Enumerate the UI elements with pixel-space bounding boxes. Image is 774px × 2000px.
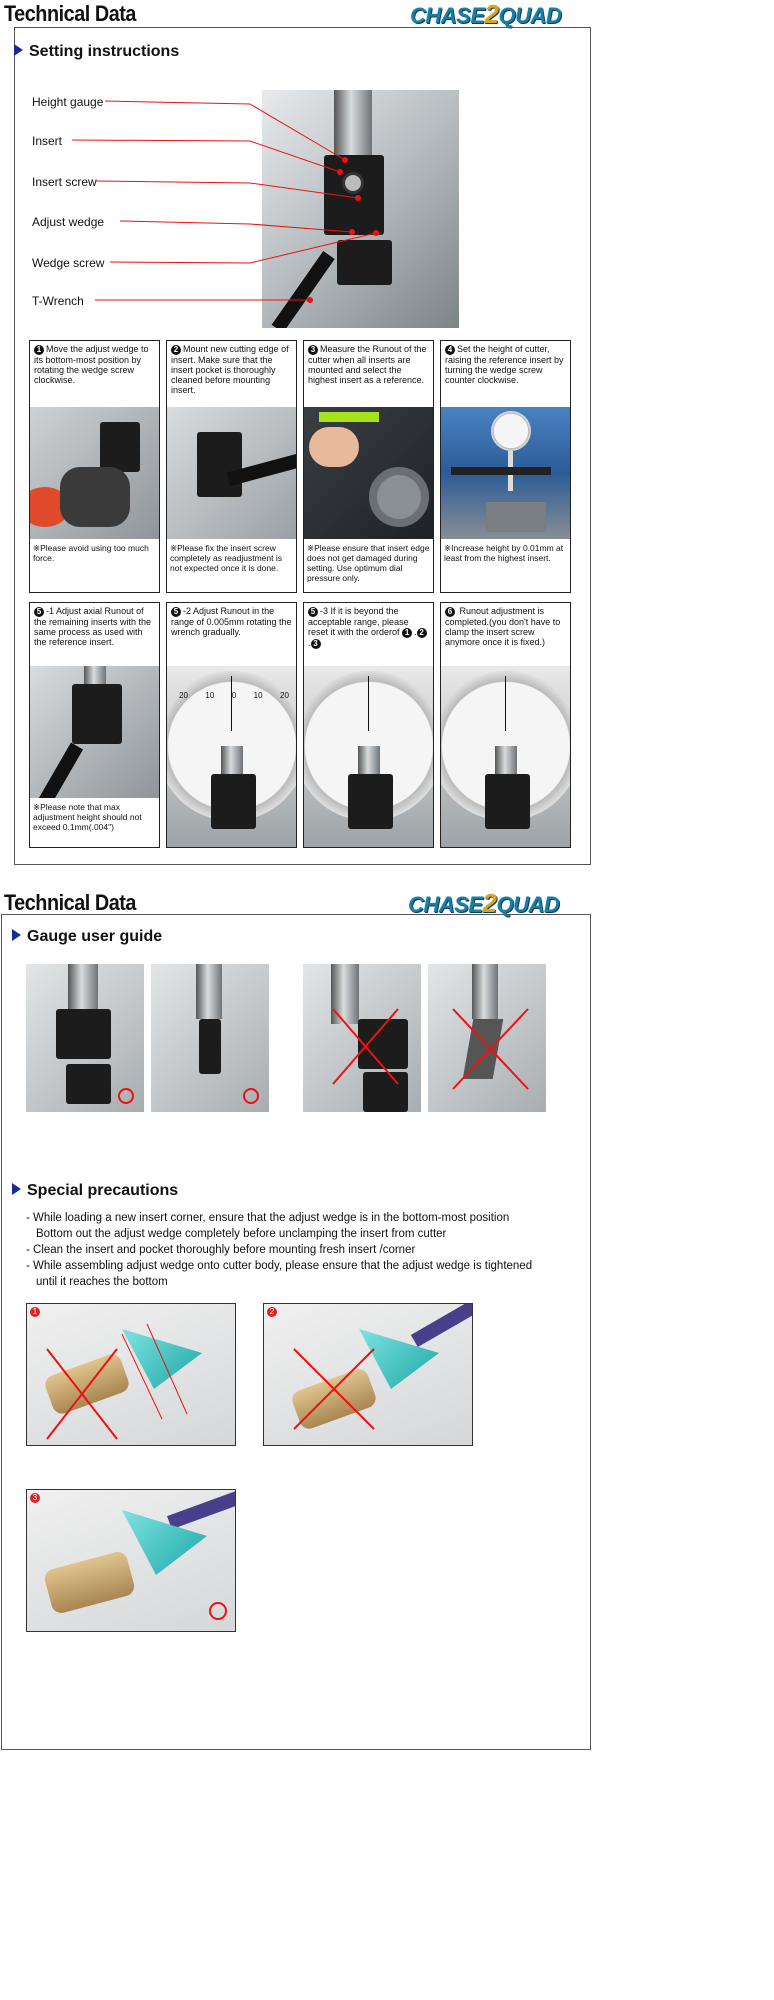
logo-text-left: CHASE — [408, 892, 483, 917]
order-number: 3 — [311, 639, 321, 649]
step-sub: -2 — [183, 606, 192, 616]
step-5-2-text — [167, 603, 296, 637]
triangle-bullet-icon — [12, 1183, 21, 1195]
logo-text-left: CHASE — [410, 3, 485, 28]
label-t-wrench: T-Wrench — [32, 294, 84, 308]
step-text: Adjust axial Runout of the remaining inserts with the same process as used with the reference insert. — [34, 606, 152, 647]
page1-title: Technical Data — [4, 1, 136, 26]
gauge-user-guide-heading — [12, 928, 162, 946]
gauge-arm-icon — [451, 467, 551, 475]
section-title: Special precautions — [27, 1182, 179, 1199]
leader-lines — [0, 0, 774, 340]
step-text: Move the adjust wedge to its bottom-most position by rotating the wedge screw clockwise. — [34, 344, 149, 385]
gauge-wrong-photo-2 — [428, 964, 546, 1112]
dial-tick: 10 — [205, 691, 215, 700]
step-text: If it is beyond the acceptable range, please reset it with the orderof — [308, 606, 409, 637]
red-x-icon — [428, 964, 546, 1112]
gauge-correct-photo-2 — [151, 964, 269, 1112]
dial-tick: 20 — [280, 691, 289, 700]
dial-needle-icon — [505, 676, 506, 731]
gauge-shaft — [358, 746, 380, 776]
precaution-line-4: - While assembling adjust wedge onto cutter body, please ensure that the adjust wedge is tightened — [26, 1260, 533, 1272]
step-2-photo — [167, 407, 297, 539]
figure-number: 2 — [267, 1307, 277, 1317]
step-number: 1 — [34, 345, 44, 355]
step-3-note: ※Please ensure that insert edge does not get damaged during setting. Use optimum dial pressure only. — [307, 543, 430, 583]
step-number: 3 — [308, 345, 318, 355]
step-4-card — [440, 340, 571, 593]
label-height-gauge: Height gauge — [32, 95, 104, 109]
gauge-wrong-photo-1 — [303, 964, 421, 1112]
step-2-note: ※Please fix the insert screw completely as readjustment is not expected once it is done. — [170, 543, 282, 573]
step-sub: -1 — [46, 606, 55, 616]
order-number: 1 — [402, 628, 412, 638]
red-x-icon — [27, 1304, 236, 1446]
precaution-line-5: until it reaches the bottom — [36, 1276, 168, 1288]
gauge-shaft — [495, 746, 517, 776]
step-number: 5 — [34, 607, 44, 617]
insert-block — [72, 684, 122, 744]
red-x-icon — [303, 964, 421, 1112]
triangle-bullet-icon — [12, 929, 21, 941]
insert-block — [56, 1009, 111, 1059]
gauge-shaft — [68, 964, 98, 1009]
step-5-3-text: 5 -3 If it is beyond the acceptable range, please reset it with the orderof 1 . 2. 3 — [304, 603, 433, 649]
logo-text-mid: 2 — [484, 0, 499, 29]
wedge-screw-icon — [43, 1550, 137, 1615]
precaution-figure-2 — [263, 1303, 473, 1446]
step-number: 5 — [171, 607, 181, 617]
label-insert: Insert — [32, 134, 63, 148]
cutter-shaft-icon — [167, 1489, 236, 1529]
red-x-icon — [264, 1304, 473, 1446]
step-5-3-card — [303, 602, 434, 848]
dial-needle-icon — [368, 676, 369, 731]
label-wedge-screw: Wedge screw — [32, 256, 105, 270]
step-5-2-photo — [167, 666, 297, 848]
precaution-line-1: - While loading a new insert corner, ensure that the adjust wedge is in the bottom-most position — [26, 1212, 510, 1224]
special-precautions-heading — [12, 1182, 178, 1200]
wedge-block — [100, 422, 140, 472]
cutter-body-icon — [369, 467, 429, 527]
step-1-photo — [30, 407, 160, 539]
dial-needle-icon — [231, 676, 232, 731]
insert-block — [211, 774, 256, 829]
dial-scale — [179, 691, 289, 700]
gauge-correct-photo-1 — [26, 964, 144, 1112]
step-3-card — [303, 340, 434, 593]
step-6-text — [441, 603, 570, 647]
step-text: Set the height of cutter, raising the reference insert by turning the wedge screw counter clockwise. — [445, 344, 564, 385]
step-1-note: ※Please avoid using too much force. — [33, 543, 149, 563]
step-4-photo — [441, 407, 571, 539]
precaution-figure-1 — [26, 1303, 236, 1446]
step-number: 4 — [445, 345, 455, 355]
logo-text-right: QUAD — [496, 892, 560, 917]
cutter-body-icon — [486, 502, 546, 532]
gauge-shaft — [84, 666, 106, 686]
figure-number: 3 — [30, 1493, 40, 1503]
step-5-1-note: ※Please note that max adjustment height should not exceed 0.1mm(.004") — [33, 802, 142, 832]
logo-text-mid: 2 — [482, 888, 497, 918]
gauge-shaft — [196, 964, 222, 1019]
insert-block — [197, 432, 242, 497]
step-5-2-card — [166, 602, 297, 848]
step-5-3-photo — [304, 666, 434, 848]
page2-title: Technical Data — [4, 890, 136, 915]
step-5-1-text — [30, 603, 159, 647]
dial-tick: 0 — [231, 691, 237, 700]
step-2-card — [166, 340, 297, 593]
page2-header — [0, 888, 600, 918]
logo-text-right: QUAD — [498, 3, 562, 28]
display-readout-icon — [319, 412, 379, 422]
insert-side-block — [199, 1019, 221, 1074]
precaution-figure-3 — [26, 1489, 236, 1632]
step-number: 5 — [308, 607, 318, 617]
red-circle-ok-icon — [209, 1602, 227, 1620]
t-wrench-icon — [36, 743, 83, 799]
step-text: Mount new cutting edge of insert. Make sure that the insert pocket is thoroughly cleaned before mounting insert. — [171, 344, 289, 395]
dial-tick: 10 — [253, 691, 263, 700]
step-5-1-card — [29, 602, 160, 848]
step-2-text — [167, 341, 296, 395]
step-number: 6 — [445, 607, 455, 617]
step-6-card — [440, 602, 571, 848]
precaution-line-3: - Clean the insert and pocket thoroughly before mounting fresh insert /corner — [26, 1244, 416, 1256]
step-1-card — [29, 340, 160, 593]
hand-icon — [309, 427, 359, 467]
precaution-line-2: Bottom out the adjust wedge completely before unclamping the insert from cutter — [36, 1228, 447, 1240]
gauge-shaft — [221, 746, 243, 776]
step-4-note: ※Increase height by 0.01mm at least from the highest insert. — [444, 543, 564, 563]
step-1-text — [30, 341, 159, 385]
step-5-1-photo — [30, 666, 160, 798]
step-6-photo — [441, 666, 571, 848]
step-3-text — [304, 341, 433, 385]
step-text: Measure the Runout of the cutter when all inserts are mounted and select the highest insert as a reference. — [308, 344, 427, 385]
dial-tick: 20 — [179, 691, 188, 700]
step-4-text — [441, 341, 570, 385]
step-text: Adjust Runout in the range of 0.005mm rotating the wrench gradually. — [171, 606, 292, 637]
step-number: 2 — [171, 345, 181, 355]
red-circle-ok-icon — [243, 1088, 259, 1104]
order-number: 2 — [417, 628, 427, 638]
section-title: Gauge user guide — [27, 928, 163, 945]
figure-number: 1 — [30, 1307, 40, 1317]
step-sub: -3 — [320, 606, 329, 616]
hand-icon — [60, 467, 130, 527]
label-adjust-wedge: Adjust wedge — [32, 215, 105, 229]
step-text: Runout adjustment is completed.(you don't have to clamp the insert screw anymore once it is fixed.) — [445, 606, 561, 647]
section-title: Setting instructions — [29, 43, 180, 60]
insert-block — [348, 774, 393, 829]
wedge-block — [66, 1064, 111, 1104]
red-circle-ok-icon — [118, 1088, 134, 1104]
dial-gauge-icon — [491, 411, 531, 451]
step-3-photo — [304, 407, 434, 539]
label-insert-screw: Insert screw — [32, 175, 97, 189]
insert-block — [485, 774, 530, 829]
